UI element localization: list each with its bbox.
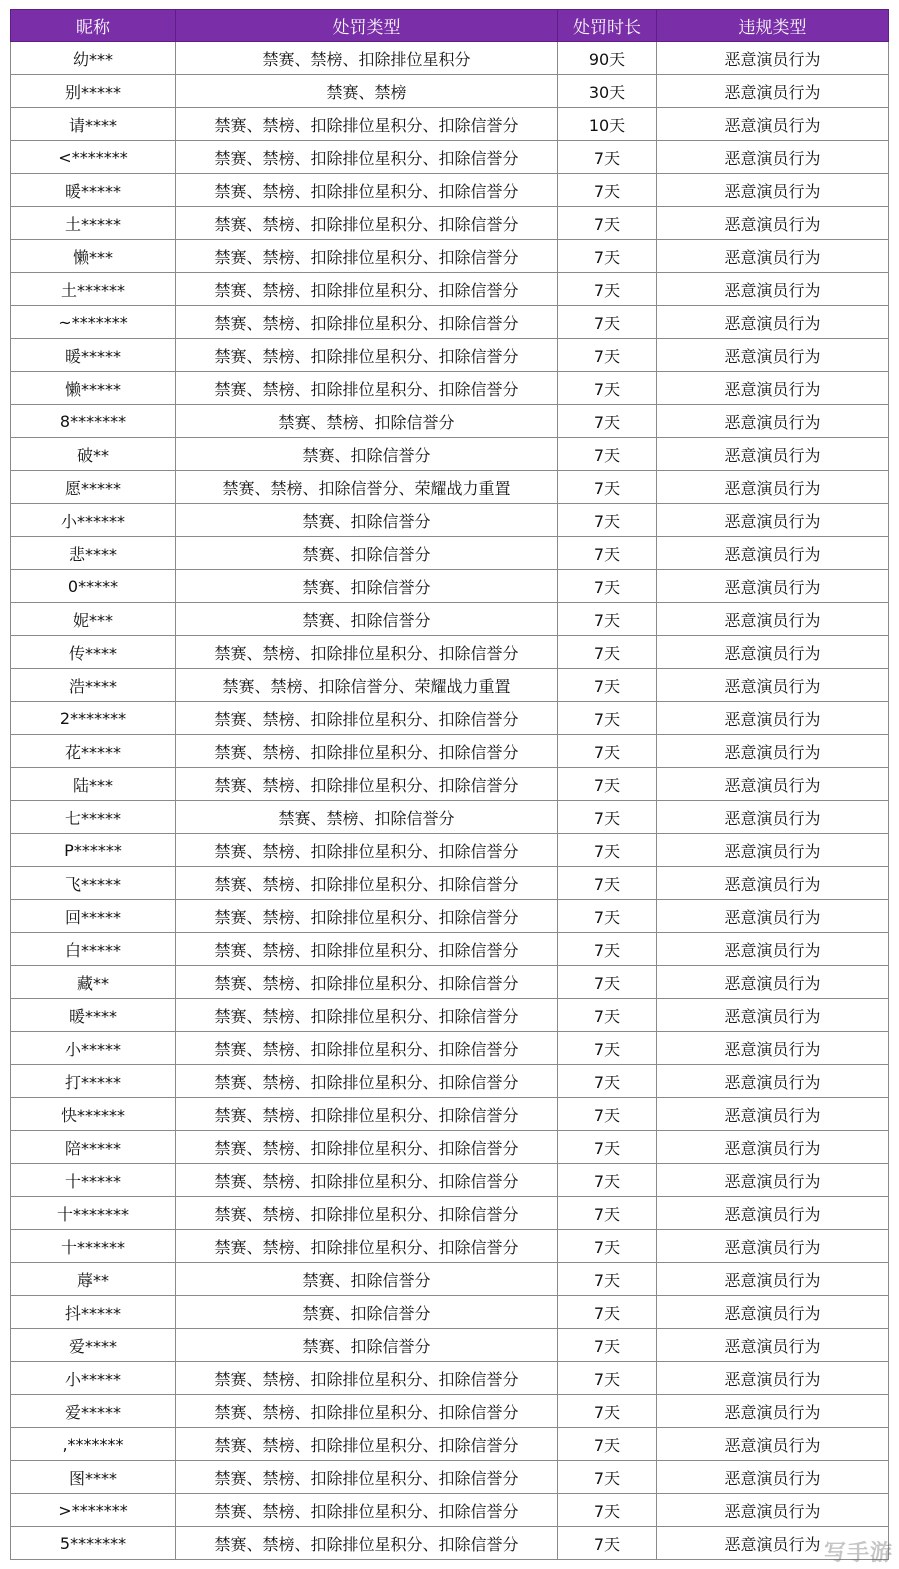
- nickname-cell: 白*****: [11, 933, 176, 966]
- violation-type-cell: 恶意演员行为: [657, 1395, 889, 1428]
- penalty-type-cell: 禁赛、禁榜、扣除排位星积分、扣除信誉分: [176, 1362, 558, 1395]
- penalty-duration-cell: 7天: [558, 537, 657, 570]
- nickname-cell: 2*******: [11, 702, 176, 735]
- nickname-cell: 别*****: [11, 75, 176, 108]
- table-row: [11, 339, 889, 372]
- nickname-cell: 破**: [11, 438, 176, 471]
- penalty-type-cell: 禁赛、禁榜、扣除排位星积分、扣除信誉分: [176, 1164, 558, 1197]
- violation-type-cell: 恶意演员行为: [657, 405, 889, 438]
- table-row: [11, 1296, 889, 1329]
- penalty-duration-cell: 7天: [558, 1032, 657, 1065]
- violation-type-cell: 恶意演员行为: [657, 174, 889, 207]
- penalty-duration-cell: 7天: [558, 1098, 657, 1131]
- nickname-cell: 七*****: [11, 801, 176, 834]
- violation-type-cell: 恶意演员行为: [657, 867, 889, 900]
- table-row: [11, 999, 889, 1032]
- violation-type-cell: 恶意演员行为: [657, 471, 889, 504]
- table-row: [11, 1362, 889, 1395]
- violation-type-cell: 恶意演员行为: [657, 537, 889, 570]
- table-row: [11, 504, 889, 537]
- violation-type-cell: 恶意演员行为: [657, 1230, 889, 1263]
- table-row: [11, 240, 889, 273]
- violation-type-cell: 恶意演员行为: [657, 1494, 889, 1527]
- penalty-duration-cell: 7天: [558, 735, 657, 768]
- table-body: [11, 42, 889, 1560]
- nickname-cell: 打*****: [11, 1065, 176, 1098]
- penalty-type-cell: 禁赛、禁榜、扣除排位星积分、扣除信誉分: [176, 1197, 558, 1230]
- violation-type-cell: 恶意演员行为: [657, 636, 889, 669]
- penalty-type-cell: 禁赛、禁榜、扣除排位星积分、扣除信誉分: [176, 999, 558, 1032]
- table-row: [11, 537, 889, 570]
- penalty-duration-cell: 7天: [558, 1395, 657, 1428]
- table-row: [11, 1098, 889, 1131]
- violation-type-cell: 恶意演员行为: [657, 999, 889, 1032]
- table-row: [11, 669, 889, 702]
- penalty-type-cell: 禁赛、扣除信誉分: [176, 1329, 558, 1362]
- nickname-cell: 懒***: [11, 240, 176, 273]
- nickname-cell: 图****: [11, 1461, 176, 1494]
- penalty-type-cell: 禁赛、禁榜、扣除排位星积分、扣除信誉分: [176, 1527, 558, 1560]
- table-row: [11, 1461, 889, 1494]
- penalty-duration-cell: 7天: [558, 1428, 657, 1461]
- table-row: [11, 1131, 889, 1164]
- violation-type-cell: 恶意演员行为: [657, 801, 889, 834]
- table-row: [11, 1197, 889, 1230]
- nickname-cell: 土******: [11, 273, 176, 306]
- penalty-duration-cell: 7天: [558, 372, 657, 405]
- penalty-duration-cell: 7天: [558, 702, 657, 735]
- penalty-duration-cell: 7天: [558, 273, 657, 306]
- nickname-cell: 爱****: [11, 1329, 176, 1362]
- penalty-duration-cell: 7天: [558, 1131, 657, 1164]
- nickname-cell: 传****: [11, 636, 176, 669]
- table-row: [11, 75, 889, 108]
- penalty-duration-cell: 7天: [558, 405, 657, 438]
- table-row: [11, 1395, 889, 1428]
- penalty-type-cell: 禁赛、禁榜、扣除排位星积分、扣除信誉分: [176, 372, 558, 405]
- penalty-type-cell: 禁赛、禁榜、扣除排位星积分、扣除信誉分: [176, 339, 558, 372]
- penalty-type-cell: 禁赛、禁榜、扣除排位星积分、扣除信誉分: [176, 834, 558, 867]
- penalty-type-cell: 禁赛、禁榜、扣除排位星积分、扣除信誉分: [176, 141, 558, 174]
- violation-type-cell: 恶意演员行为: [657, 1098, 889, 1131]
- penalty-type-cell: 禁赛、禁榜、扣除信誉分、荣耀战力重置: [176, 471, 558, 504]
- penalty-duration-cell: 7天: [558, 1461, 657, 1494]
- penalty-type-cell: 禁赛、禁榜、扣除排位星积分、扣除信誉分: [176, 1032, 558, 1065]
- header-violation-type: 违规类型: [657, 10, 889, 42]
- nickname-cell: 小*****: [11, 1032, 176, 1065]
- watermark-logo: 写手游: [823, 1541, 893, 1566]
- nickname-cell: >*******: [11, 1494, 176, 1527]
- nickname-cell: 0*****: [11, 570, 176, 603]
- table-row: [11, 603, 889, 636]
- penalty-duration-cell: 7天: [558, 240, 657, 273]
- table-row: [11, 471, 889, 504]
- nickname-cell: 抖*****: [11, 1296, 176, 1329]
- penalty-duration-cell: 7天: [558, 306, 657, 339]
- penalty-type-cell: 禁赛、禁榜、扣除排位星积分、扣除信誉分: [176, 108, 558, 141]
- table-row: [11, 900, 889, 933]
- penalty-type-cell: 禁赛、禁榜、扣除信誉分: [176, 801, 558, 834]
- penalty-type-cell: 禁赛、禁榜、扣除排位星积分、扣除信誉分: [176, 174, 558, 207]
- penalty-type-cell: 禁赛、扣除信誉分: [176, 1263, 558, 1296]
- nickname-cell: 妮***: [11, 603, 176, 636]
- nickname-cell: 懒*****: [11, 372, 176, 405]
- penalty-table-container: [10, 9, 888, 1560]
- violation-type-cell: 恶意演员行为: [657, 1032, 889, 1065]
- violation-type-cell: 恶意演员行为: [657, 504, 889, 537]
- violation-type-cell: 恶意演员行为: [657, 1461, 889, 1494]
- table-row: [11, 867, 889, 900]
- penalty-duration-cell: 7天: [558, 1263, 657, 1296]
- nickname-cell: 8*******: [11, 405, 176, 438]
- penalty-type-cell: 禁赛、禁榜、扣除排位星积分、扣除信誉分: [176, 1494, 558, 1527]
- nickname-cell: <*******: [11, 141, 176, 174]
- penalty-duration-cell: 7天: [558, 1230, 657, 1263]
- violation-type-cell: 恶意演员行为: [657, 966, 889, 999]
- penalty-type-cell: 禁赛、扣除信誉分: [176, 570, 558, 603]
- penalty-duration-cell: 7天: [558, 1494, 657, 1527]
- header-penalty-type: 处罚类型: [176, 10, 558, 42]
- violation-type-cell: 恶意演员行为: [657, 1428, 889, 1461]
- penalty-type-cell: 禁赛、禁榜、扣除排位星积分、扣除信誉分: [176, 207, 558, 240]
- penalty-type-cell: 禁赛、禁榜、扣除排位星积分、扣除信誉分: [176, 867, 558, 900]
- nickname-cell: 悲****: [11, 537, 176, 570]
- penalty-type-cell: 禁赛、扣除信誉分: [176, 603, 558, 636]
- penalty-type-cell: 禁赛、扣除信誉分: [176, 438, 558, 471]
- nickname-cell: 快******: [11, 1098, 176, 1131]
- nickname-cell: 回*****: [11, 900, 176, 933]
- penalty-duration-cell: 7天: [558, 1527, 657, 1560]
- penalty-duration-cell: 7天: [558, 768, 657, 801]
- penalty-type-cell: 禁赛、扣除信誉分: [176, 504, 558, 537]
- nickname-cell: 爱*****: [11, 1395, 176, 1428]
- nickname-cell: 蓐**: [11, 1263, 176, 1296]
- penalty-duration-cell: 7天: [558, 1329, 657, 1362]
- penalty-duration-cell: 10天: [558, 108, 657, 141]
- penalty-duration-cell: 7天: [558, 504, 657, 537]
- nickname-cell: 5*******: [11, 1527, 176, 1560]
- header-penalty-duration: 处罚时长: [558, 10, 657, 42]
- penalty-type-cell: 禁赛、禁榜、扣除排位星积分、扣除信誉分: [176, 900, 558, 933]
- penalty-type-cell: 禁赛、禁榜、扣除排位星积分、扣除信誉分: [176, 735, 558, 768]
- penalty-duration-cell: 7天: [558, 603, 657, 636]
- table-row: [11, 207, 889, 240]
- penalty-type-cell: 禁赛、禁榜、扣除排位星积分、扣除信誉分: [176, 636, 558, 669]
- nickname-cell: 飞*****: [11, 867, 176, 900]
- violation-type-cell: 恶意演员行为: [657, 1065, 889, 1098]
- penalty-type-cell: 禁赛、禁榜、扣除信誉分、荣耀战力重置: [176, 669, 558, 702]
- nickname-cell: 幼***: [11, 42, 176, 75]
- penalty-duration-cell: 7天: [558, 141, 657, 174]
- table-row: [11, 1494, 889, 1527]
- violation-type-cell: 恶意演员行为: [657, 669, 889, 702]
- violation-type-cell: 恶意演员行为: [657, 339, 889, 372]
- table-row: [11, 108, 889, 141]
- nickname-cell: 浩****: [11, 669, 176, 702]
- table-row: [11, 273, 889, 306]
- violation-type-cell: 恶意演员行为: [657, 834, 889, 867]
- penalty-type-cell: 禁赛、禁榜、扣除排位星积分、扣除信誉分: [176, 702, 558, 735]
- table-row: [11, 1527, 889, 1560]
- penalty-duration-cell: 90天: [558, 42, 657, 75]
- nickname-cell: 暖*****: [11, 174, 176, 207]
- header-nickname: 昵称: [11, 10, 176, 42]
- nickname-cell: 暖*****: [11, 339, 176, 372]
- violation-type-cell: 恶意演员行为: [657, 1296, 889, 1329]
- penalty-type-cell: 禁赛、禁榜、扣除排位星积分、扣除信誉分: [176, 1428, 558, 1461]
- nickname-cell: 小******: [11, 504, 176, 537]
- violation-type-cell: 恶意演员行为: [657, 1263, 889, 1296]
- violation-type-cell: 恶意演员行为: [657, 1131, 889, 1164]
- penalty-duration-cell: 7天: [558, 669, 657, 702]
- penalty-type-cell: 禁赛、禁榜、扣除排位星积分、扣除信誉分: [176, 1065, 558, 1098]
- violation-type-cell: 恶意演员行为: [657, 900, 889, 933]
- penalty-type-cell: 禁赛、禁榜、扣除排位星积分、扣除信誉分: [176, 1395, 558, 1428]
- violation-type-cell: 恶意演员行为: [657, 768, 889, 801]
- table-row: [11, 966, 889, 999]
- penalty-duration-cell: 7天: [558, 207, 657, 240]
- table-row: [11, 1230, 889, 1263]
- violation-type-cell: 恶意演员行为: [657, 1197, 889, 1230]
- penalty-duration-cell: 7天: [558, 339, 657, 372]
- penalty-type-cell: 禁赛、禁榜、扣除排位星积分、扣除信誉分: [176, 1131, 558, 1164]
- violation-type-cell: 恶意演员行为: [657, 240, 889, 273]
- penalty-duration-cell: 7天: [558, 933, 657, 966]
- violation-type-cell: 恶意演员行为: [657, 702, 889, 735]
- table-row: [11, 174, 889, 207]
- penalty-duration-cell: 30天: [558, 75, 657, 108]
- nickname-cell: 暖****: [11, 999, 176, 1032]
- penalty-duration-cell: 7天: [558, 570, 657, 603]
- table-row: [11, 306, 889, 339]
- violation-type-cell: 恶意演员行为: [657, 75, 889, 108]
- violation-type-cell: 恶意演员行为: [657, 273, 889, 306]
- penalty-duration-cell: 7天: [558, 867, 657, 900]
- nickname-cell: ~*******: [11, 306, 176, 339]
- nickname-cell: 十*******: [11, 1197, 176, 1230]
- penalty-duration-cell: 7天: [558, 900, 657, 933]
- penalty-type-cell: 禁赛、禁榜、扣除排位星积分、扣除信誉分: [176, 273, 558, 306]
- table-row: [11, 1032, 889, 1065]
- penalty-duration-cell: 7天: [558, 471, 657, 504]
- penalty-type-cell: 禁赛、扣除信誉分: [176, 537, 558, 570]
- violation-type-cell: 恶意演员行为: [657, 372, 889, 405]
- violation-type-cell: 恶意演员行为: [657, 108, 889, 141]
- penalty-type-cell: 禁赛、扣除信誉分: [176, 1296, 558, 1329]
- violation-type-cell: 恶意演员行为: [657, 570, 889, 603]
- table-row: [11, 735, 889, 768]
- violation-type-cell: 恶意演员行为: [657, 1527, 889, 1560]
- penalty-type-cell: 禁赛、禁榜、扣除排位星积分、扣除信誉分: [176, 306, 558, 339]
- penalty-type-cell: 禁赛、禁榜、扣除排位星积分、扣除信誉分: [176, 933, 558, 966]
- table-row: [11, 801, 889, 834]
- penalty-duration-cell: 7天: [558, 801, 657, 834]
- penalty-duration-cell: 7天: [558, 999, 657, 1032]
- penalty-duration-cell: 7天: [558, 636, 657, 669]
- table-row: [11, 768, 889, 801]
- table-row: [11, 1329, 889, 1362]
- penalty-duration-cell: 7天: [558, 1164, 657, 1197]
- nickname-cell: 陆***: [11, 768, 176, 801]
- table-row: [11, 933, 889, 966]
- violation-type-cell: 恶意演员行为: [657, 42, 889, 75]
- penalty-type-cell: 禁赛、禁榜、扣除排位星积分、扣除信誉分: [176, 966, 558, 999]
- nickname-cell: 陪*****: [11, 1131, 176, 1164]
- penalty-duration-cell: 7天: [558, 966, 657, 999]
- table-row: [11, 834, 889, 867]
- nickname-cell: 小*****: [11, 1362, 176, 1395]
- nickname-cell: 十******: [11, 1230, 176, 1263]
- nickname-cell: 愿*****: [11, 471, 176, 504]
- penalty-type-cell: 禁赛、禁榜、扣除排位星积分、扣除信誉分: [176, 240, 558, 273]
- nickname-cell: ,*******: [11, 1428, 176, 1461]
- table-row: [11, 405, 889, 438]
- nickname-cell: 土*****: [11, 207, 176, 240]
- violation-type-cell: 恶意演员行为: [657, 933, 889, 966]
- violation-type-cell: 恶意演员行为: [657, 735, 889, 768]
- penalty-type-cell: 禁赛、禁榜、扣除信誉分: [176, 405, 558, 438]
- table-row: [11, 1164, 889, 1197]
- nickname-cell: 十*****: [11, 1164, 176, 1197]
- penalty-duration-cell: 7天: [558, 1197, 657, 1230]
- nickname-cell: 藏**: [11, 966, 176, 999]
- penalty-duration-cell: 7天: [558, 438, 657, 471]
- violation-type-cell: 恶意演员行为: [657, 141, 889, 174]
- penalty-type-cell: 禁赛、禁榜、扣除排位星积分、扣除信誉分: [176, 1461, 558, 1494]
- nickname-cell: 花*****: [11, 735, 176, 768]
- penalty-table: [10, 9, 889, 1560]
- violation-type-cell: 恶意演员行为: [657, 306, 889, 339]
- violation-type-cell: 恶意演员行为: [657, 1362, 889, 1395]
- violation-type-cell: 恶意演员行为: [657, 1329, 889, 1362]
- table-row: [11, 1065, 889, 1098]
- table-row: [11, 570, 889, 603]
- penalty-type-cell: 禁赛、禁榜、扣除排位星积分、扣除信誉分: [176, 768, 558, 801]
- penalty-duration-cell: 7天: [558, 1362, 657, 1395]
- penalty-duration-cell: 7天: [558, 1065, 657, 1098]
- table-row: [11, 1263, 889, 1296]
- table-row: [11, 702, 889, 735]
- violation-type-cell: 恶意演员行为: [657, 438, 889, 471]
- violation-type-cell: 恶意演员行为: [657, 207, 889, 240]
- table-row: [11, 438, 889, 471]
- penalty-type-cell: 禁赛、禁榜、扣除排位星积分、扣除信誉分: [176, 1098, 558, 1131]
- penalty-duration-cell: 7天: [558, 174, 657, 207]
- table-row: [11, 141, 889, 174]
- penalty-duration-cell: 7天: [558, 834, 657, 867]
- nickname-cell: P******: [11, 834, 176, 867]
- penalty-type-cell: 禁赛、禁榜、扣除排位星积分: [176, 42, 558, 75]
- violation-type-cell: 恶意演员行为: [657, 1164, 889, 1197]
- table-row: [11, 1428, 889, 1461]
- table-row: [11, 42, 889, 75]
- table-header-row: [11, 10, 889, 42]
- penalty-type-cell: 禁赛、禁榜、扣除排位星积分、扣除信誉分: [176, 1230, 558, 1263]
- nickname-cell: 请****: [11, 108, 176, 141]
- penalty-duration-cell: 7天: [558, 1296, 657, 1329]
- table-row: [11, 372, 889, 405]
- penalty-type-cell: 禁赛、禁榜: [176, 75, 558, 108]
- table-row: [11, 636, 889, 669]
- violation-type-cell: 恶意演员行为: [657, 603, 889, 636]
